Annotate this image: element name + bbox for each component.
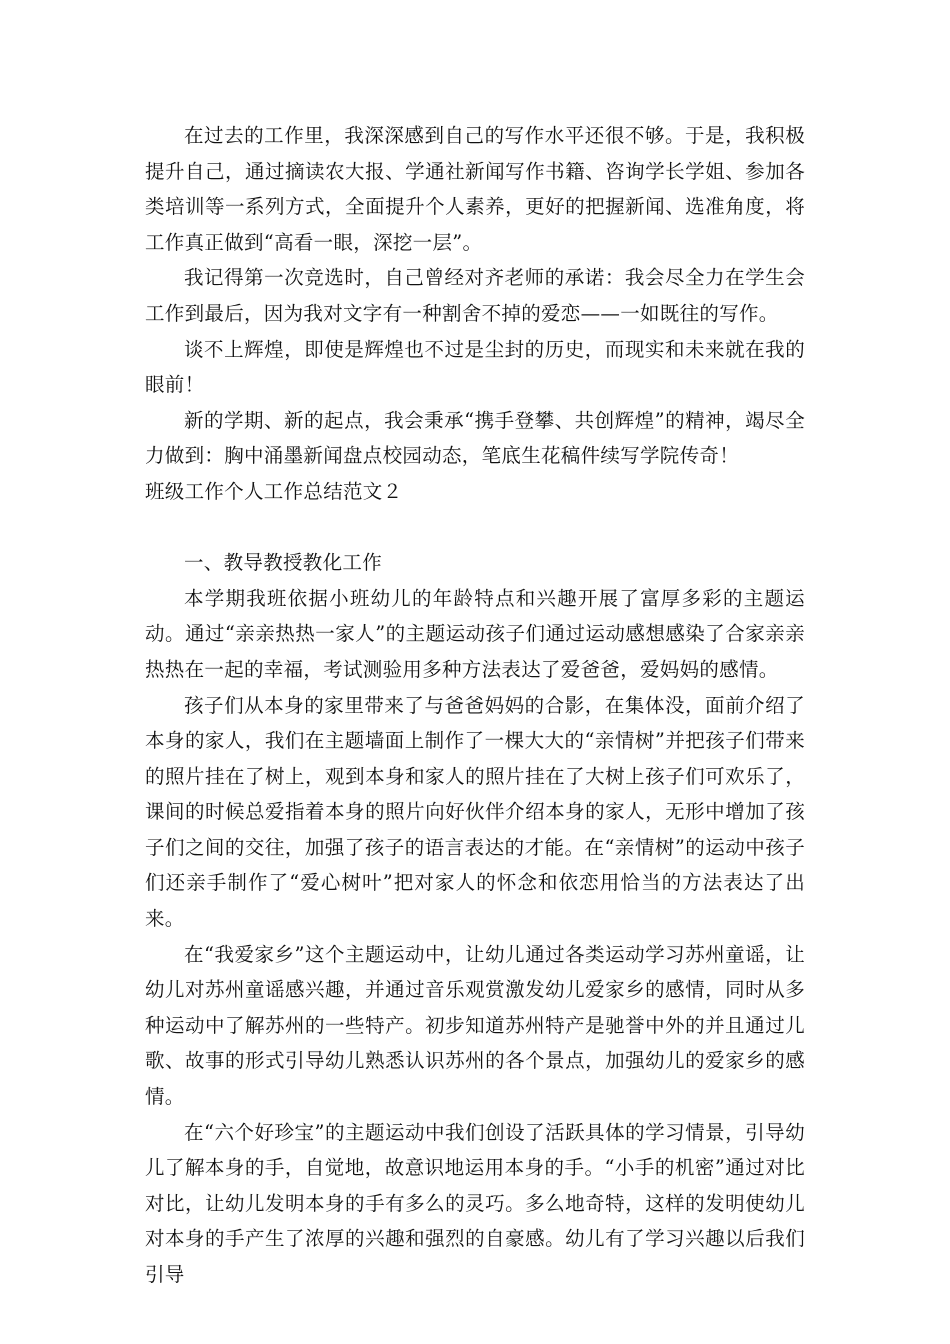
paragraph: 谈不上辉煌，即使是辉煌也不过是尘封的历史，而现实和未来就在我的眼前！ (145, 337, 805, 397)
section-title: 班级工作个人工作总结范文２ (145, 479, 403, 503)
paragraph: 在过去的工作里，我深深感到自己的写作水平还很不够。于是，我积极提升自己，通过摘读农大报、学通社新闻写作书籍、咨询学长学姐、参加各类培训等一系列方式，全面提升个人素养，更好的把握新闻、选准角度，将工作真正做到“高看一眼，深挖一层”。 (145, 124, 805, 254)
document-body (145, 118, 805, 1293)
subheading: 一、教导教授教化工作 (184, 551, 383, 575)
paragraph: 新的学期、新的起点，我会秉承“携手登攀、共创辉煌”的精神，竭尽全力做到：胸中涌墨新闻盘点校园动态，笔底生花稿件续写学院传奇！ (145, 408, 805, 468)
blank-line (145, 510, 805, 546)
paragraph: 本学期我班依据小班幼儿的年龄特点和兴趣开展了富厚多彩的主题运动。通过“亲亲热热一家人”的主题运动孩子们通过运动感想感染了合家亲亲热热在一起的幸福，考试测验用多种方法表达了爱爸爸，爱妈妈的感情。 (145, 586, 805, 681)
paragraph: 孩子们从本身的家里带来了与爸爸妈妈的合影，在集体没，面前介绍了本身的家人，我们在主题墙面上制作了一棵大大的“亲情树”并把孩子们带来的照片挂在了树上，观到本身和家人的照片挂在了大树上孩子们可欢乐了，课间的时候总爱指着本身的照片向好伙伴介绍本身的家人，无形中增加了孩子们之间的交往，加强了孩子的语言表达的才能。在“亲情树”的运动中孩子们还亲手制作了“爱心树叶”把对家人的怀念和依恋用恰当的方法表达了出来。 (145, 693, 805, 931)
paragraph: 在“我爱家乡”这个主题运动中，让幼儿通过各类运动学习苏州童谣，让幼儿对苏州童谣感兴趣，并通过音乐观赏激发幼儿爱家乡的感情，同时从多种运动中了解苏州的一些特产。初步知道苏州特产是驰誉中外的并且通过儿歌、故事的形式引导幼儿熟悉认识苏州的各个景点，加强幼儿的爱家乡的感情。 (145, 942, 805, 1109)
paragraph: 我记得第一次竞选时，自己曾经对齐老师的承诺：我会尽全力在学生会工作到最后，因为我对文字有一种割舍不掉的爱恋——一如既往的写作。 (145, 266, 805, 325)
paragraph: 在“六个好珍宝”的主题运动中我们创设了活跃具体的学习情景，引导幼儿了解本身的手，自觉地，故意识地运用本身的手。“小手的机密”通过对比对比，让幼儿发明本身的手有多么的灵巧。多么地奇特，这样的发明使幼儿对本身的手产生了浓厚的兴趣和强烈的自豪感。幼儿有了学习兴趣以后我们引导 (145, 1120, 805, 1286)
